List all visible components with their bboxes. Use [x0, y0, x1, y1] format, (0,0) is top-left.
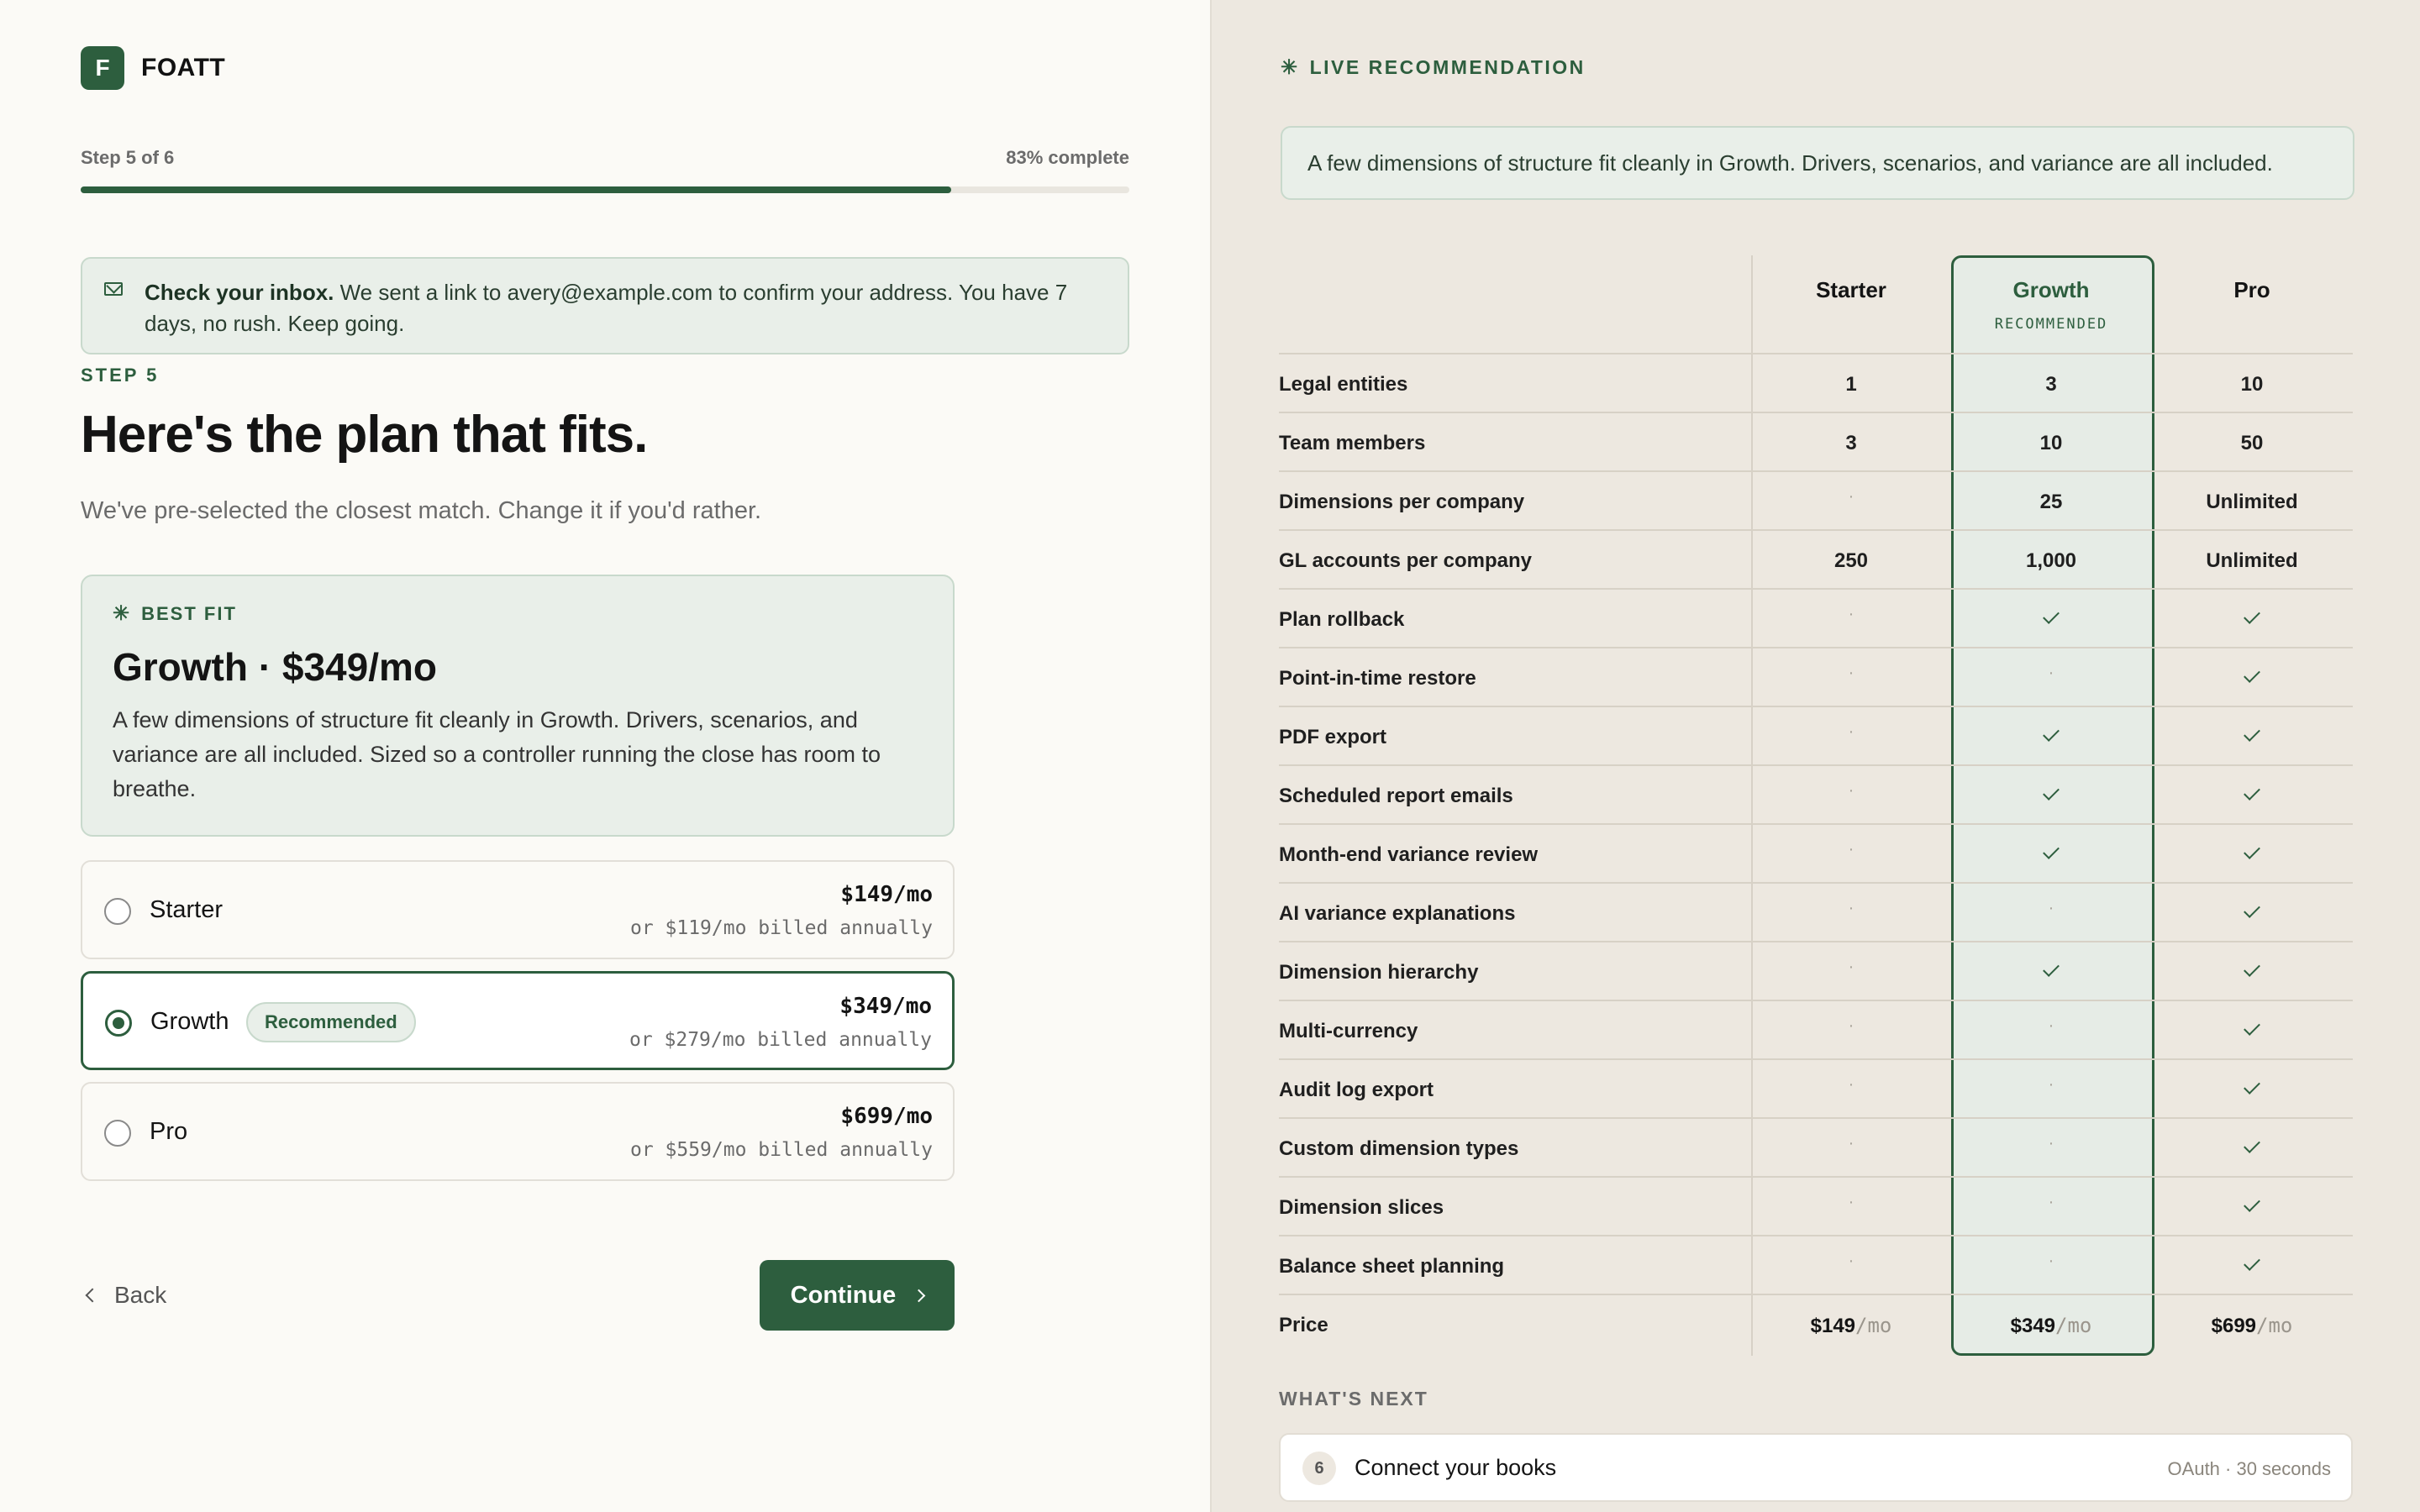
- row-label: Plan rollback: [1279, 608, 1405, 631]
- plan-option-growth[interactable]: [81, 971, 955, 1070]
- table-body: [1279, 354, 2353, 1295]
- sparkle-icon: ✳: [1281, 56, 1300, 79]
- column-header-starter: Starter: [1816, 277, 1886, 302]
- row-label: Dimensions per company: [1279, 491, 1525, 513]
- column-header-growth: Growth: [2012, 277, 2090, 302]
- not-included-dot: ·: [2048, 899, 2054, 917]
- check-icon: [2152, 783, 2352, 796]
- check-icon: [2152, 842, 2352, 855]
- table-cell: 10: [2240, 373, 2264, 396]
- check-icon: [2152, 1077, 2352, 1090]
- best-fit-tag: [113, 601, 923, 626]
- live-recommendation-header: [1281, 55, 1586, 80]
- plan-annual-price: or $279/mo billed annually: [629, 1029, 932, 1051]
- table-cell: 1,000: [2025, 549, 2077, 572]
- table-cell: 3: [2045, 373, 2057, 396]
- table-row: [1279, 1060, 2353, 1119]
- check-icon: [2152, 959, 2352, 973]
- row-label: Audit log export: [1279, 1079, 1434, 1101]
- table-row: [1279, 472, 2353, 531]
- page-subtitle: We've pre-selected the closest match. Change it if you'd rather.: [81, 497, 762, 524]
- column-header-pro: Pro: [2233, 277, 2270, 302]
- row-label: Price: [1279, 1314, 1328, 1336]
- table-row-price: [1279, 1295, 2353, 1354]
- plan-price: $349/mo: [839, 994, 932, 1019]
- back-button[interactable]: [81, 1282, 166, 1309]
- not-included-dot: ·: [1848, 1075, 1854, 1094]
- row-label: Custom dimension types: [1279, 1137, 1519, 1160]
- check-icon: [2152, 1253, 2352, 1267]
- not-included-dot: ·: [1848, 781, 1854, 800]
- plan-name: Growth: [150, 1008, 229, 1035]
- plan-option-pro[interactable]: [81, 1082, 955, 1181]
- table-row: [1279, 413, 2353, 472]
- plan-name: Pro: [150, 1118, 188, 1145]
- logo-icon: F: [81, 46, 124, 90]
- brand: [81, 46, 225, 90]
- plan-price: $699/mo: [840, 1104, 933, 1129]
- plan-comparison-table: [1279, 255, 2353, 1354]
- row-label: GL accounts per company: [1279, 549, 1532, 572]
- table-row: [1279, 1119, 2353, 1178]
- table-row: [1279, 648, 2353, 707]
- step-counter: Step 5 of 6: [81, 147, 175, 168]
- back-label: Back: [114, 1282, 167, 1308]
- plan-option-starter[interactable]: [81, 860, 955, 959]
- best-fit-label: BEST FIT: [141, 602, 237, 624]
- row-label: PDF export: [1279, 726, 1387, 748]
- price-starter: $149/mo: [1810, 1314, 1892, 1337]
- table-row: [1279, 942, 2353, 1001]
- check-icon: [2152, 724, 2352, 738]
- row-label: Dimension slices: [1279, 1196, 1444, 1219]
- not-included-dot: ·: [2048, 1134, 2054, 1152]
- table-row: [1279, 825, 2353, 884]
- not-included-dot: ·: [1848, 605, 1854, 623]
- not-included-dot: ·: [2048, 1075, 2054, 1094]
- row-label: AI variance explanations: [1279, 902, 1516, 925]
- next-step-title: Connect your books: [1355, 1455, 1557, 1480]
- table-row: [1279, 531, 2353, 590]
- sparkle-icon: ✳: [113, 602, 132, 625]
- plan-name: Starter: [150, 896, 224, 923]
- table-cell: Unlimited: [2206, 549, 2298, 572]
- price-growth: $349/mo: [2010, 1314, 2092, 1337]
- row-label: Balance sheet planning: [1279, 1255, 1505, 1278]
- plan-annual-price: or $119/mo billed annually: [629, 917, 933, 939]
- best-fit-description: A few dimensions of structure fit cleanly in Growth. Drivers, scenarios, and variance are all included. Sized so a controller running the close has room to breathe.: [113, 707, 881, 801]
- inbox-notice-text: We sent a link to avery@example.com to confirm your address. You have 7 days, no rush. Keep going.: [145, 280, 1068, 336]
- not-included-dot: ·: [1848, 899, 1854, 917]
- row-label: Scheduled report emails: [1279, 785, 1513, 807]
- not-included-dot: ·: [2048, 1193, 2054, 1211]
- progress-header: [81, 147, 1129, 169]
- not-included-dot: ·: [1848, 1016, 1854, 1035]
- check-icon: [2152, 606, 2352, 620]
- recommendation-summary: A few dimensions of structure fit cleanly in Growth. Drivers, scenarios, and variance are all included.: [1281, 126, 2354, 200]
- not-included-dot: ·: [2048, 1016, 2054, 1035]
- brand-name: FOATT: [141, 54, 226, 81]
- plan-price: $149/mo: [840, 882, 933, 907]
- price-pro: $699/mo: [2211, 1314, 2293, 1337]
- not-included-dot: ·: [2048, 664, 2054, 682]
- progress-bar: [81, 186, 1129, 193]
- check-icon: [1951, 842, 2151, 855]
- row-label: Month-end variance review: [1279, 843, 1539, 866]
- check-icon: [2152, 1018, 2352, 1032]
- table-cell: 25: [2039, 491, 2063, 513]
- chevron-right-icon: [913, 1289, 926, 1302]
- table-row: [1279, 707, 2353, 766]
- chevron-left-icon: [86, 1289, 100, 1303]
- not-included-dot: ·: [1848, 722, 1854, 741]
- row-label: Team members: [1279, 432, 1426, 454]
- check-icon: [1951, 783, 2151, 796]
- continue-button[interactable]: [760, 1260, 955, 1331]
- not-included-dot: ·: [1848, 1193, 1854, 1211]
- check-icon: [2152, 1194, 2352, 1208]
- continue-label: Continue: [790, 1281, 897, 1309]
- not-included-dot: ·: [1848, 664, 1854, 682]
- table-cell: 250: [1833, 549, 1869, 572]
- table-row: [1279, 766, 2353, 825]
- table-row: [1279, 1236, 2353, 1295]
- table-cell: 3: [1845, 432, 1857, 454]
- row-label: Multi-currency: [1279, 1020, 1418, 1042]
- best-fit-card: [81, 575, 955, 837]
- check-icon: [1951, 606, 2151, 620]
- not-included-dot: ·: [1848, 958, 1854, 976]
- row-label: Legal entities: [1279, 373, 1408, 396]
- page-title: Here's the plan that fits.: [81, 406, 648, 464]
- table-cell: 1: [1845, 373, 1857, 396]
- table-row: [1279, 590, 2353, 648]
- inbox-notice-title: Check your inbox.: [145, 280, 334, 305]
- progress-percent: 83% complete: [1006, 147, 1129, 168]
- not-included-dot: ·: [1848, 840, 1854, 858]
- step-label: STEP 5: [81, 365, 160, 386]
- live-recommendation-label: LIVE RECOMMENDATION: [1309, 56, 1586, 78]
- not-included-dot: ·: [1848, 487, 1854, 506]
- check-icon: [1951, 724, 2151, 738]
- row-label: Point-in-time restore: [1279, 667, 1476, 690]
- check-icon: [2152, 900, 2352, 914]
- table-cell: 50: [2240, 432, 2264, 454]
- progress-bar-fill: [81, 186, 951, 193]
- table-header: [1279, 255, 2353, 354]
- radio-button[interactable]: [104, 898, 131, 925]
- radio-button-selected[interactable]: [105, 1010, 132, 1037]
- inbox-notice: [81, 257, 1129, 354]
- not-included-dot: ·: [1848, 1134, 1854, 1152]
- table-cell: Unlimited: [2206, 491, 2298, 513]
- next-step-meta: OAuth · 30 seconds: [2167, 1458, 2331, 1479]
- row-label: Dimension hierarchy: [1279, 961, 1479, 984]
- not-included-dot: ·: [2048, 1252, 2054, 1270]
- mail-icon: [104, 282, 123, 296]
- table-row: [1279, 1178, 2353, 1236]
- whats-next-label: WHAT'S NEXT: [1279, 1388, 1428, 1410]
- table-row: [1279, 884, 2353, 942]
- radio-button[interactable]: [104, 1120, 131, 1147]
- table-cell: 10: [2039, 432, 2063, 454]
- check-icon: [2152, 665, 2352, 679]
- table-row: [1279, 1001, 2353, 1060]
- not-included-dot: ·: [1848, 1252, 1854, 1270]
- check-icon: [1951, 959, 2151, 973]
- best-fit-title: Growth · $349/mo: [113, 645, 437, 689]
- check-icon: [2152, 1136, 2352, 1149]
- next-step-number: 6: [1302, 1452, 1336, 1485]
- plan-annual-price: or $559/mo billed annually: [629, 1139, 933, 1161]
- recommended-badge: Recommended: [246, 1002, 416, 1042]
- table-row: [1279, 354, 2353, 413]
- next-step-card: [1279, 1433, 2353, 1502]
- column-header-growth-sub: RECOMMENDED: [1994, 316, 2108, 333]
